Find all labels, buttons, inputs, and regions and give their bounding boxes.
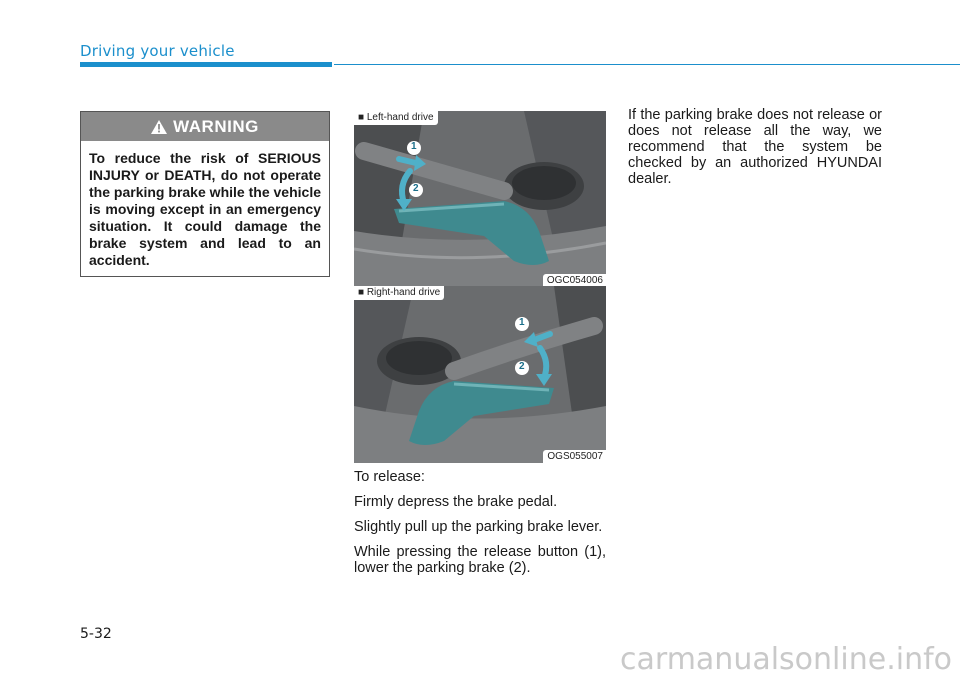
parking-brake-photo-lhd bbox=[354, 111, 606, 287]
parking-brake-photo-rhd bbox=[354, 286, 606, 463]
callout-1-rhd: 1 bbox=[519, 317, 525, 328]
figure-code-lhd: OGC054006 bbox=[543, 274, 606, 287]
figure-label-lhd: ■ Left-hand drive bbox=[354, 111, 438, 125]
watermark: carmanualsonline.info bbox=[620, 642, 952, 677]
figure-right-hand-drive bbox=[354, 286, 606, 463]
figure-code-rhd: OGS055007 bbox=[543, 450, 606, 463]
release-step-3: While pressing the release button (1), lower the parking brake (2). bbox=[354, 544, 606, 576]
callout-1-lhd: 1 bbox=[411, 141, 417, 152]
page-number: 5-32 bbox=[80, 626, 112, 642]
warning-title: WARNING bbox=[173, 116, 259, 136]
warning-box bbox=[80, 111, 330, 277]
header-rule-thick bbox=[80, 62, 332, 67]
header-rule-thin bbox=[334, 64, 960, 65]
release-step-1: Firmly depress the brake pedal. bbox=[354, 494, 558, 510]
release-heading: To release: bbox=[354, 469, 425, 485]
callout-2-lhd: 2 bbox=[413, 183, 419, 194]
section-title: Driving your vehicle bbox=[80, 42, 235, 60]
service-note: If the parking brake does not release or does not release all the way, we recommend that the system be checked by an authorized HYUNDAI dealer. bbox=[628, 107, 882, 187]
release-instructions bbox=[354, 469, 606, 585]
warning-header bbox=[81, 112, 329, 141]
warning-triangle-icon bbox=[151, 120, 167, 134]
figure-label-rhd: ■ Right-hand drive bbox=[354, 286, 444, 300]
callout-2-rhd: 2 bbox=[519, 361, 525, 372]
release-step-2: Slightly pull up the parking brake lever. bbox=[354, 519, 603, 535]
warning-text: To reduce the risk of SERIOUS INJURY or DEATH, do not operate the parking brake while the vehicle is moving except in an emergency situation. It could damage the brake system and lead to an accident. bbox=[89, 150, 321, 268]
figure-left-hand-drive bbox=[354, 111, 606, 287]
